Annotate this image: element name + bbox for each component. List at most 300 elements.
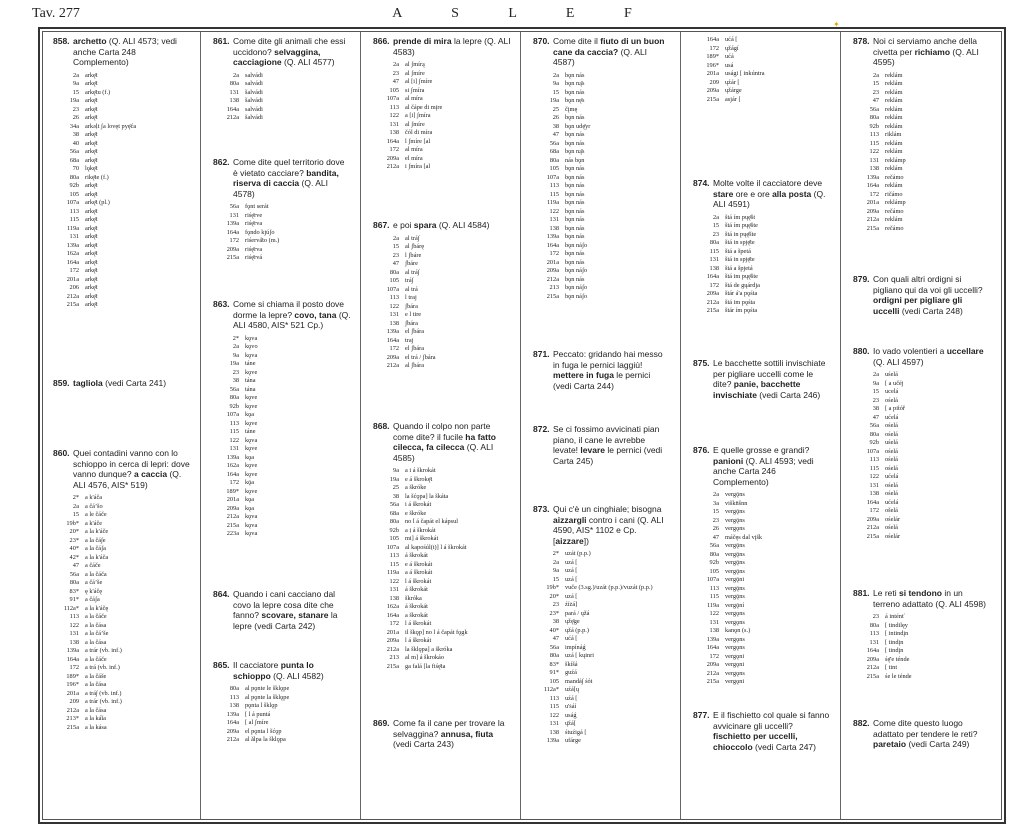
survey-point: 38 [232, 377, 239, 384]
survey-point: 15 [392, 243, 399, 250]
survey-point: 47 [872, 97, 879, 104]
dialect-form: a á škrokát [405, 569, 433, 576]
survey-point: 105 [389, 535, 399, 542]
survey-point: 212a [546, 275, 559, 283]
form-row [543, 550, 671, 559]
form-row [223, 437, 351, 446]
dialect-form: štár á'a pǫśta [725, 290, 758, 297]
dialect-form: vergǫns [725, 635, 745, 643]
survey-point: 172 [869, 507, 879, 514]
form-row [543, 601, 671, 610]
survey-point: 164a [226, 228, 239, 236]
dialect-form: a la k'áčę [85, 604, 109, 612]
survey-point: 92b [869, 122, 879, 130]
survey-point: 47 [552, 131, 559, 138]
survey-point: 131 [549, 216, 559, 223]
form-row [703, 256, 831, 265]
form-row [543, 627, 671, 636]
form-row [863, 448, 991, 457]
dialect-forms [383, 467, 511, 671]
dialect-forms [543, 550, 671, 746]
dialect-form: el ʃbára [405, 328, 425, 335]
form-row [863, 465, 991, 474]
survey-point: 115 [709, 593, 719, 600]
survey-point: 215a [866, 532, 879, 540]
survey-point: 80a [709, 550, 719, 558]
dialect-form: [ tindįn [885, 647, 904, 654]
dialect-form: al [i] ʃmíre [405, 78, 433, 85]
form-row [383, 510, 511, 519]
form-row [223, 505, 351, 514]
form-row [63, 97, 191, 106]
dialect-form: a [i] ʃmíra [405, 112, 431, 119]
dialect-form: uzát (p.p.) [565, 550, 591, 557]
survey-point: 115 [389, 560, 399, 568]
form-row [63, 537, 191, 546]
form-row [223, 114, 351, 123]
survey-point: 209a [386, 154, 399, 162]
survey-point: 138 [229, 702, 239, 709]
form-row [543, 652, 671, 661]
form-row [223, 479, 351, 488]
survey-point: 122 [389, 577, 399, 585]
headword: stare [713, 188, 734, 199]
entry-number: 882. [853, 718, 870, 728]
survey-point: 131 [709, 256, 719, 263]
dialect-form: ę k'áčę [85, 587, 103, 595]
form-row [63, 174, 191, 183]
dialect-form: vergǭns [725, 491, 745, 498]
dialect-form: arkę̄tu (f.) [85, 88, 111, 96]
form-row [223, 488, 351, 497]
survey-point: 209 [709, 78, 719, 86]
entry-text: e poi spara (Q. ALI 4584) [393, 220, 490, 230]
dialect-form: arkę̄t [85, 292, 98, 300]
form-row [63, 715, 191, 724]
survey-point: 131 [389, 120, 399, 128]
dialect-form: ośelár [885, 532, 901, 540]
dialect-forms [703, 491, 831, 687]
survey-point: 2a [233, 343, 239, 350]
survey-point: 139a [866, 173, 879, 181]
survey-point: 26 [72, 114, 79, 121]
form-row [383, 138, 511, 147]
entry-number: 870. [533, 36, 550, 46]
dialect-form: ośelá [885, 490, 898, 497]
dialect-form: ričámo [885, 190, 903, 198]
survey-point: 119a [386, 569, 399, 576]
form-row [383, 311, 511, 320]
survey-point: 131 [389, 311, 399, 318]
entry [853, 588, 991, 681]
form-row [223, 203, 351, 212]
survey-point: 56a [709, 542, 719, 549]
form-row [223, 711, 351, 720]
dialect-form: ośelá [885, 481, 898, 489]
form-row [383, 345, 511, 354]
form-row [863, 507, 991, 516]
dialect-form: arkę̄t [85, 216, 98, 223]
dialect-form: [ l á puntá [245, 710, 271, 718]
form-row [63, 199, 191, 208]
survey-point: 131 [69, 233, 79, 240]
form-row [543, 729, 671, 738]
form-row [543, 157, 671, 166]
dialect-form: štá ím pųę̄šte [725, 222, 758, 229]
form-row [703, 282, 831, 291]
entry-text: Come si chiama il posto dove dorme la lepre? covo, tana (Q. ALI 4580, AIS* 521 Cp.) [233, 299, 351, 330]
survey-point: 164a [386, 611, 399, 619]
survey-point: 115 [869, 139, 879, 147]
entry-text: Io vado volentieri a uccellare (Q. ALI 4597) [873, 346, 984, 367]
dialect-form: bǫn nás [565, 224, 585, 232]
survey-point: 131 [229, 445, 239, 452]
survey-point: 138 [389, 129, 399, 136]
survey-point: 139a [66, 647, 79, 654]
survey-point: 139a [66, 241, 79, 249]
survey-point: 23 [392, 251, 399, 259]
survey-point: 40 [72, 139, 79, 147]
dialect-form: i á škrokát [405, 501, 432, 508]
form-row [383, 146, 511, 155]
dialect-form: arkę̄t [85, 284, 98, 291]
survey-point: 15 [72, 511, 79, 518]
dialect-form: la šćǫpa] la škáta [405, 492, 449, 500]
dialect-form: bǫn nás [565, 258, 585, 266]
dialect-form: [ a piṫóř [885, 405, 905, 412]
dialect-form: arkę̄t [85, 131, 98, 138]
dialect-form: a k'áča [85, 494, 103, 501]
dialect-form: arkę̄t [85, 71, 98, 79]
dialect-form: mi] á škrokát [405, 535, 439, 542]
survey-point: 80a [229, 80, 239, 87]
survey-point: 2a [553, 558, 559, 566]
survey-point: 122 [869, 473, 879, 480]
form-row [703, 661, 831, 670]
form-row [63, 191, 191, 200]
form-row [223, 685, 351, 694]
survey-point: 56a [229, 385, 239, 393]
survey-point: 209a [386, 353, 399, 361]
form-row [543, 584, 671, 593]
form-row [223, 352, 351, 361]
form-row [703, 576, 831, 585]
entry [533, 424, 671, 466]
form-row [863, 431, 991, 440]
dialect-form: rečámo [885, 224, 904, 232]
form-row [703, 273, 831, 282]
column-divider [840, 32, 841, 819]
dialect-form: al ʃbárę [405, 243, 425, 250]
dialect-form: ga falá [la fiśę̄ta [405, 662, 446, 670]
dialect-form: al pǫnte la šklǫpe [245, 693, 290, 701]
dialect-form: i ʃmíra [al [405, 163, 431, 170]
dialect-form: e á škrokę̄t [405, 475, 433, 483]
form-row [383, 243, 511, 252]
form-row [863, 140, 991, 149]
form-row [543, 259, 671, 268]
entry [373, 220, 511, 371]
entry [853, 274, 991, 316]
survey-point: 131 [549, 720, 559, 727]
dialect-forms [863, 613, 991, 681]
dialect-forms [223, 335, 351, 539]
survey-point: 212a [386, 362, 399, 369]
survey-point: 2* [552, 550, 559, 557]
survey-point: 172 [69, 664, 79, 671]
page-frame [38, 27, 1006, 824]
dialect-form: bǫn náʃo [565, 292, 588, 300]
survey-point: 80a [549, 156, 559, 164]
survey-point: 201a [546, 258, 559, 266]
headword: bandita, riserva di caccia [233, 167, 339, 188]
survey-point: 80a [709, 239, 719, 246]
form-row [863, 613, 991, 622]
dialect-form: kǫve [245, 487, 258, 495]
form-row [863, 439, 991, 448]
form-row [383, 337, 511, 346]
form-row [63, 503, 191, 512]
dialect-form: riśę̄rva [245, 220, 263, 227]
dialect-form: ufárge [565, 737, 581, 744]
dialect-form: al kapośúl(t)] l á škrokát [405, 543, 467, 551]
survey-point: 131 [389, 586, 399, 593]
form-row [63, 605, 191, 614]
form-row [543, 559, 671, 568]
form-row [383, 663, 511, 672]
form-row [863, 148, 991, 157]
survey-point: 131 [869, 156, 879, 164]
survey-point: 209a [226, 727, 239, 735]
form-row [223, 360, 351, 369]
dialect-form: ośelá [885, 464, 898, 472]
survey-point: 212a [66, 292, 79, 300]
dialect-form: reklám [885, 122, 903, 130]
form-row [223, 719, 351, 728]
form-row [863, 208, 991, 217]
survey-point: 113 [389, 552, 399, 559]
headword: richiamo [914, 46, 951, 57]
dialect-form: arkę̄t [85, 224, 98, 232]
dialect-form: l á škrokát [405, 577, 432, 585]
survey-point: 215a [866, 224, 879, 232]
column-4 [523, 32, 675, 819]
form-row [863, 174, 991, 183]
dialect-form: štá a špetá [725, 247, 751, 255]
dialect-form: pará / ųžá [565, 609, 590, 617]
form-row [543, 610, 671, 619]
form-row [383, 612, 511, 621]
form-row [383, 603, 511, 612]
dialect-form: bǫn nás [565, 250, 585, 257]
survey-point: 15 [712, 508, 719, 515]
survey-point: 113 [69, 207, 79, 215]
survey-point: 115 [229, 428, 239, 435]
dialect-form: šalvádi [245, 88, 263, 96]
form-row [223, 462, 351, 471]
survey-point: 15 [552, 575, 559, 583]
dialect-form: reklám [885, 105, 903, 113]
form-row [223, 80, 351, 89]
form-row [63, 208, 191, 217]
form-row [383, 561, 511, 570]
dialect-form: uzá [ [565, 575, 578, 583]
form-row [63, 588, 191, 597]
dialect-form: a la čása [85, 681, 107, 688]
dialect-form: [ al ʃmíre [245, 719, 269, 726]
headword: panie, bacchette invischiate [713, 379, 801, 400]
dialect-form: bǫn nás [565, 165, 585, 172]
dialect-form: vergǭns [725, 593, 745, 600]
dialect-form: ųžę̄ge [565, 618, 580, 625]
survey-point: 215a [386, 662, 399, 670]
dialect-form: a čáʼše [85, 579, 103, 586]
survey-point: 212a [66, 706, 79, 714]
survey-point: 122 [229, 436, 239, 444]
survey-point: 223a [226, 530, 239, 537]
dialect-form: arkę̄t [85, 114, 98, 121]
entry-question [693, 445, 831, 487]
dialect-form: asjár [ [725, 95, 741, 103]
form-row [383, 578, 511, 587]
form-row [543, 89, 671, 98]
entry-number: 873. [533, 504, 550, 514]
entry-text: E il fischietto col quale si fanno avvicinare gli uccelli? fischietto per uccelli, chioccolo (vedi Carta 247) [713, 710, 830, 752]
form-row [543, 678, 671, 687]
form-row [543, 695, 671, 704]
entry-number: 879. [853, 274, 870, 284]
dialect-form: reklám [885, 71, 903, 79]
dialect-form: il škǫp] no l á čapát fǫgk [405, 628, 468, 636]
dialect-form: arkę̄t [85, 190, 98, 198]
form-row [863, 114, 991, 123]
form-row [63, 664, 191, 673]
dialect-form: a trár (vb. inf.) [85, 698, 122, 705]
dialect-form: a la čása [85, 621, 107, 629]
dialect-forms [383, 235, 511, 371]
dialect-form: vergǫni [725, 661, 745, 668]
dialect-form: ośelár [885, 515, 901, 523]
dialect-form: traj [405, 336, 414, 344]
headword: fiuto di un buon cane da caccia? [553, 36, 665, 57]
survey-point: 115 [549, 190, 559, 198]
dialect-form: al ʃbára [405, 362, 425, 369]
survey-point: 162a [66, 250, 79, 257]
entry-question [853, 36, 991, 68]
dialect-form: arkę̄t [85, 97, 98, 104]
form-row [383, 70, 511, 79]
form-row [383, 320, 511, 329]
form-row [63, 554, 191, 563]
form-row [383, 544, 511, 553]
survey-point: 212a [386, 645, 399, 653]
survey-point: 80a [389, 518, 399, 525]
dialect-form: kǫve [245, 470, 258, 478]
column-3 [363, 32, 515, 819]
dialect-form: ųžá (p.p.) [565, 626, 589, 634]
form-row [383, 277, 511, 286]
survey-point: 196* [706, 61, 719, 69]
dialect-form: reklám [885, 139, 903, 147]
dialect-form: al ʃmíre [405, 69, 425, 77]
entry-text: Noi ci serviamo anche della civetta per richiamo (Q. ALI 4595) [873, 36, 979, 67]
form-row [223, 237, 351, 246]
form-row [703, 62, 831, 71]
form-row [383, 112, 511, 121]
dialect-form: bǫn nás [565, 114, 585, 121]
dialect-form: bǫn náʃo [565, 241, 588, 249]
dialect-form: vergǭní [725, 601, 745, 609]
survey-point: 9a [233, 351, 239, 359]
survey-point: 209a [226, 504, 239, 512]
headword: mettere in fuga [553, 370, 614, 380]
form-row [863, 165, 991, 174]
dialect-form: źíżá] [565, 601, 578, 608]
form-row [383, 252, 511, 261]
dialect-form: uśelá [885, 439, 898, 446]
dialect-form: á inténť [885, 613, 905, 620]
form-row [543, 97, 671, 106]
headword: punta lo schioppo [233, 660, 314, 681]
entry-question [53, 36, 191, 68]
form-row [63, 494, 191, 503]
form-row [383, 646, 511, 655]
form-row [223, 394, 351, 403]
form-row [383, 467, 511, 476]
dialect-form: ućá [725, 53, 734, 60]
form-row [223, 335, 351, 344]
survey-point: 80a [869, 114, 879, 121]
form-row [863, 388, 991, 397]
dialect-form: štá im pǫśta [725, 298, 756, 306]
dialect-form: a škróke [405, 484, 427, 491]
entry-number: 859. [53, 378, 70, 388]
form-row [223, 72, 351, 81]
dialect-form: [ tint [885, 664, 898, 671]
survey-point: 2a [233, 71, 239, 79]
form-row [63, 89, 191, 98]
survey-point: 212a [866, 216, 879, 223]
form-row [63, 571, 191, 580]
entry-number: 865. [213, 660, 230, 670]
form-row [863, 182, 991, 191]
dialect-form: a trár (vb. inf.) [85, 647, 122, 654]
entry-text: Quando il colpo non parte come dite? il fucile ha fatto cilecca, fa cilecca (Q. ALI 4585) [393, 421, 496, 463]
dialect-form: vergǭns [725, 508, 745, 515]
survey-point: 47 [392, 260, 399, 267]
headword: alla posta [772, 188, 812, 199]
dialect-form: bǫn nás [565, 216, 585, 223]
entry [213, 36, 351, 123]
survey-point: 107a [546, 173, 559, 181]
form-row [703, 644, 831, 653]
survey-point: 2a [713, 491, 719, 498]
form-row [703, 653, 831, 662]
survey-point: 213 [549, 284, 559, 291]
form-row [543, 225, 671, 234]
survey-point: 105 [389, 277, 399, 284]
dialect-form: ośelá [885, 524, 898, 531]
dialect-form: ųžágí [725, 44, 739, 52]
form-row [223, 694, 351, 703]
dialect-form: čįmę [565, 105, 578, 113]
form-row [543, 720, 671, 729]
entry-question [533, 36, 671, 68]
form-row [863, 656, 991, 665]
column-5 [683, 32, 835, 819]
entry-text: archetto (Q. ALI 4573; vedi anche Carta 248 Complemento) [73, 36, 177, 67]
form-row [863, 499, 991, 508]
